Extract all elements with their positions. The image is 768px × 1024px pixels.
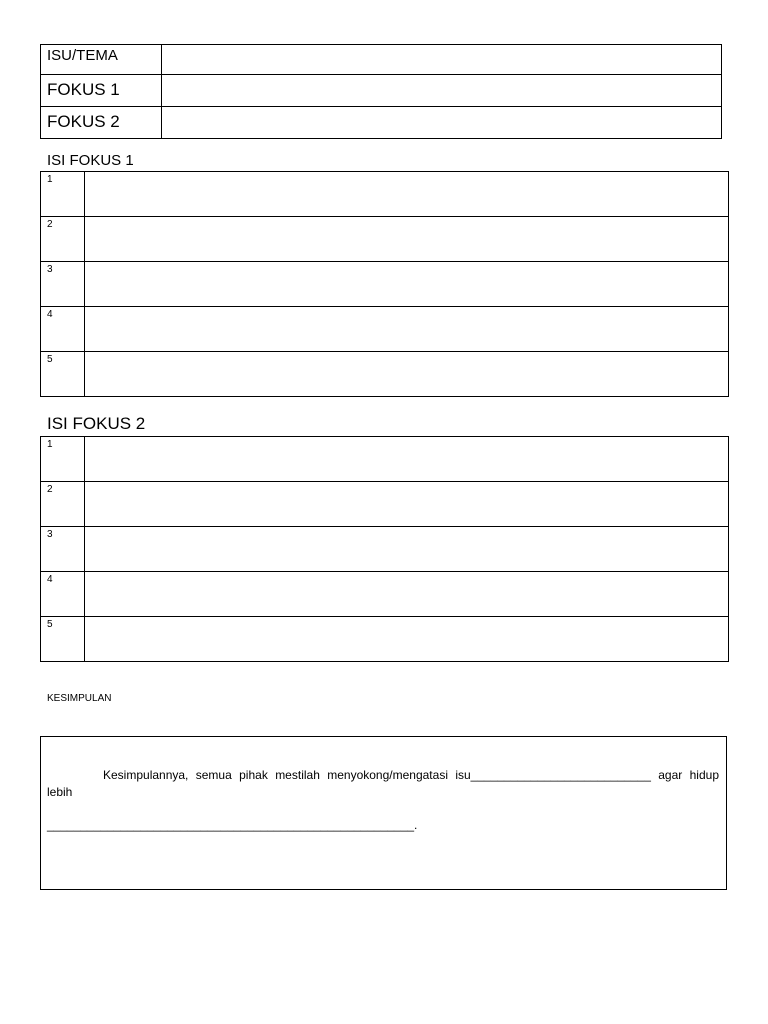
isi-fokus-1-table [40,171,729,397]
table-row [41,527,729,572]
header-table [40,44,722,139]
row-number: 3 [41,527,85,572]
conclusion-box[interactable] [40,736,727,890]
row-content-cell[interactable] [85,437,729,482]
header-row-fokus-2 [41,107,722,139]
row-number: 5 [41,617,85,662]
header-value-isu-tema[interactable] [162,45,722,75]
row-number: 2 [41,482,85,527]
table-row [41,352,729,397]
row-number: 1 [41,437,85,482]
table-row [41,307,729,352]
row-content-cell[interactable] [85,217,729,262]
table-row [41,172,729,217]
row-number: 4 [41,572,85,617]
conclusion-sentence: Kesimpulannya, semua pihak mestilah menyokong/mengatasi isu___________________________ agar hidup lebih [47,768,719,799]
table-row [41,217,729,262]
isi-fokus-2-table [40,436,729,662]
row-content-cell[interactable] [85,572,729,617]
row-content-cell[interactable] [85,527,729,572]
row-content-cell[interactable] [85,352,729,397]
row-number: 5 [41,352,85,397]
header-row-isu-tema [41,45,722,75]
row-content-cell[interactable] [85,482,729,527]
table-row [41,617,729,662]
row-number: 4 [41,307,85,352]
table-row [41,572,729,617]
row-number: 3 [41,262,85,307]
header-label-fokus-1: FOKUS 1 [41,75,162,107]
row-content-cell[interactable] [85,307,729,352]
row-content-cell[interactable] [85,172,729,217]
header-label-isu-tema: ISU/TEMA [41,45,162,75]
table-row [41,482,729,527]
conclusion-text [47,767,719,801]
row-number: 2 [41,217,85,262]
row-content-cell[interactable] [85,617,729,662]
header-value-fokus-1[interactable] [162,75,722,107]
row-content-cell[interactable] [85,262,729,307]
conclusion-blank-line: _______________________________________________________. [47,818,418,832]
header-value-fokus-2[interactable] [162,107,722,139]
section-title-isi-fokus-2: ISI FOKUS 2 [47,414,146,433]
table-row [41,437,729,482]
header-row-fokus-1 [41,75,722,107]
row-number: 1 [41,172,85,217]
kesimpulan-label: KESIMPULAN [47,693,112,704]
table-row [41,262,729,307]
section-title-isi-fokus-1: ISI FOKUS 1 [47,152,134,169]
header-label-fokus-2: FOKUS 2 [41,107,162,139]
